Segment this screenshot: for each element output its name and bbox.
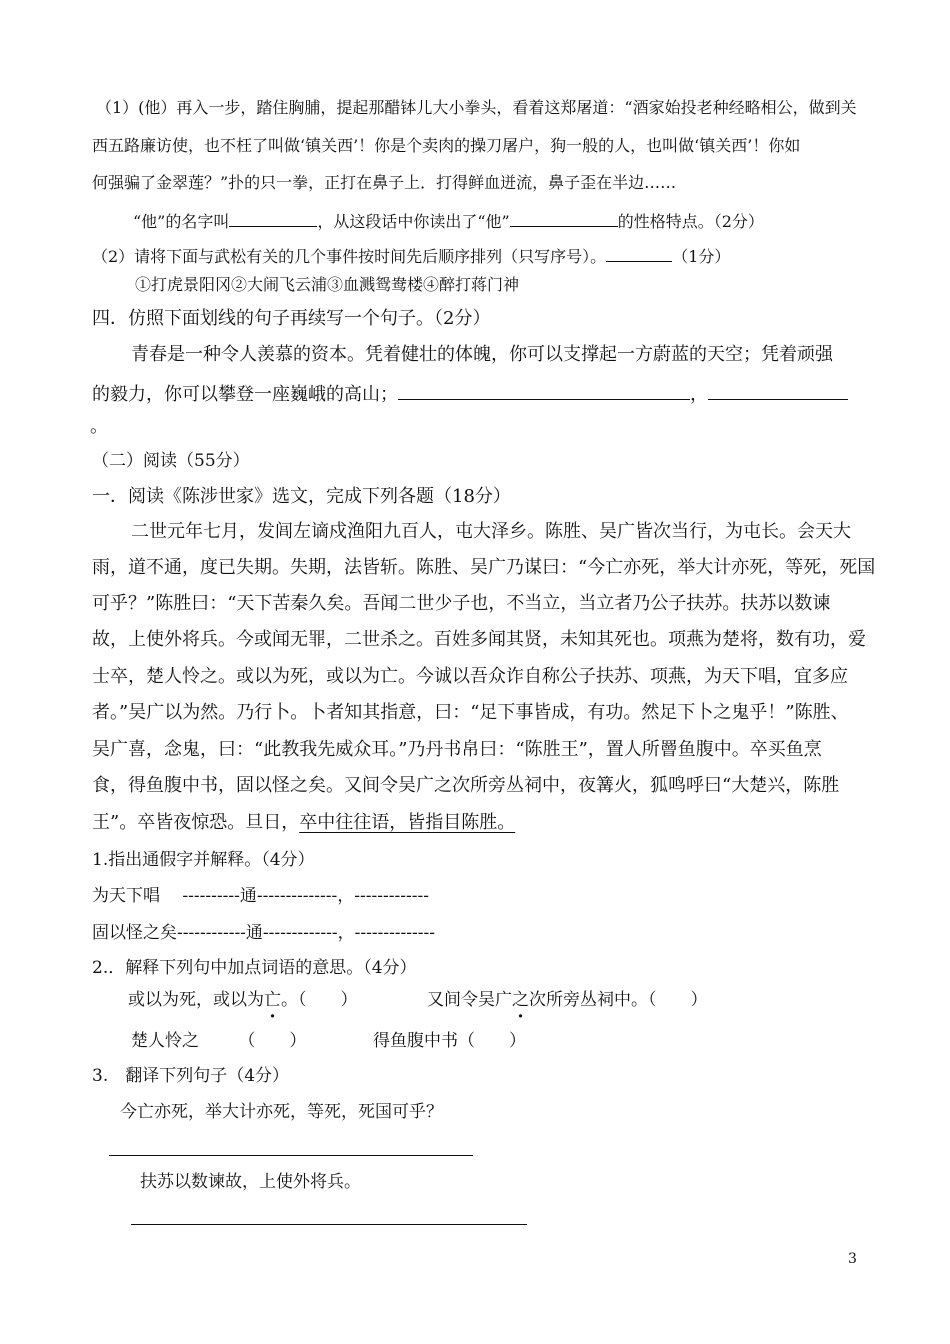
comma: ， [690, 384, 708, 405]
question-2-item-a [128, 992, 358, 1009]
imitate-line-2-text: 的毅力，你可以攀登一座巍峨的高山； [92, 384, 398, 405]
question-score: （1分） [672, 247, 731, 266]
item-text: 又间令吴广 [427, 990, 512, 1010]
question-name-character [133, 210, 764, 230]
answer-blank-imitate-2[interactable] [708, 383, 848, 400]
passage-line-5: 士卒，楚人怜之。或以为死，或以为亡。今诚以吾众诈自称公子扶苏、项燕，为天下唱，宜多应 [92, 666, 848, 687]
question-3-sentence-2: 扶苏以数谏故，上使外将兵。 [140, 1172, 361, 1192]
question-text: 的性格特点。（2分） [617, 212, 764, 231]
imitate-period: 。 [90, 416, 108, 437]
question-text: “他”的名字叫 [133, 212, 230, 231]
novel-paragraph-line-1: （1）(他）再入一步，踏住胸脯，提起那醋钵儿大小拳头，看着这郑屠道：“酒家始投老种经略相公，做到关 [96, 98, 857, 117]
question-2-item-d: 得鱼腹中书（ ） [373, 1031, 526, 1051]
item-text: 。（ ） [281, 990, 358, 1010]
item-text: 或以为死，或以为 [128, 990, 264, 1010]
question-3-heading: 3. 翻译下列句子（4分） [92, 1066, 290, 1086]
underlined-sentence: 卒中往往语，皆指目陈胜。 [299, 812, 516, 833]
answer-line-1[interactable] [109, 1155, 473, 1156]
question-1-row-1: 为天下唱 ----------通--------------，------------- [92, 886, 429, 906]
answer-blank-order[interactable] [606, 245, 672, 262]
question-text: （2）请将下面与武松有关的几个事件按时间先后顺序排列（只写序号）。 [92, 247, 607, 266]
question-3-sentence-1: 今亡亦死，举大计亦死，等死，死国可乎？ [120, 1102, 443, 1122]
imitate-line-1: 青春是一种令人羡慕的资本。凭着健壮的体魄，你可以支撑起一方蔚蓝的天空；凭着顽强 [131, 344, 833, 365]
question-1-heading: 1.指出通假字并解释。（4分） [92, 850, 315, 870]
question-2-heading: 2.．解释下列句中加点词语的意思。（4分） [92, 958, 417, 978]
passage-line-8: 食，得鱼腹中书，固以怪之矣。又间令吴广之次所旁丛祠中，夜篝火，狐鸣呼曰“大楚兴，陈胜 [92, 775, 840, 796]
events-list: ①打虎景阳冈②大闹飞云浦③血溅鸳鸯楼④醉打蒋门神 [135, 275, 520, 294]
reading-section-title: （二）阅读（55分） [92, 451, 250, 471]
novel-paragraph-line-3: 何强骗了金翠莲？”扑的只一拳，正打在鼻子上．打得鲜血迸流，鼻子歪在半边…… [92, 173, 677, 192]
answer-blank-name[interactable] [229, 210, 317, 227]
passage-line-9 [92, 814, 515, 832]
dotted-word: 之 [512, 990, 529, 1010]
passage-line-4: 故，上使外将兵。今或闻无罪，二世杀之。百姓多闻其贤，未知其死也。项燕为楚将，数有功，爱 [92, 629, 866, 650]
dotted-word: 亡 [264, 990, 281, 1010]
question-2-item-c: 楚人怜之 （ ） [131, 1031, 307, 1051]
reading-heading: 一．阅读《陈涉世家》选文，完成下列各题（18分） [92, 486, 511, 507]
page-number: 3 [848, 1251, 857, 1267]
passage-line-9-text: 王”。卒皆夜惊恐。旦日， [92, 812, 300, 833]
question-text: ，从这段话中你读出了“他” [317, 212, 510, 231]
passage-line-2: 雨，道不通，度已失期。失期，法皆斩。陈胜、吴广乃谋曰：“今亡亦死，举大计亦死，等死，死国 [92, 557, 876, 578]
passage-line-1: 二世元年七月，发闾左谪戍渔阳九百人，屯大泽乡。陈胜、吴广皆次当行，为屯长。会天大 [131, 521, 851, 542]
question-2-item-b [427, 992, 708, 1009]
answer-line-2[interactable] [131, 1224, 527, 1225]
passage-line-6: 者。”吴广以为然。乃行卜。卜者知其指意，曰：“足下事皆成，有功。然足下卜之鬼乎！”陈胜、 [92, 702, 849, 723]
novel-paragraph-line-2: 西五路廉访使，也不枉了叫做‘镇关西’！你是个卖肉的操刀屠户，狗一般的人，也叫做‘镇关西’！你如 [92, 136, 801, 155]
answer-blank-imitate-1[interactable] [398, 383, 690, 400]
passage-line-7: 吴广喜，念鬼，曰：“此教我先威众耳。”乃丹书帛曰：“陈胜王”，置人所罾鱼腹中。卒买鱼烹 [92, 739, 822, 760]
passage-line-3: 可乎？”陈胜曰：“天下苦秦久矣。吾闻二世少子也，不当立，当立者乃公子扶苏。扶苏以数谏 [92, 593, 831, 614]
question-1-row-2: 固以怪之矣------------通-------------，-------------- [92, 923, 436, 943]
imitate-heading: 四．仿照下面划线的句子再续写一个句子。（2分） [92, 308, 491, 329]
item-text: 次所旁丛祠中。（ ） [529, 990, 708, 1010]
imitate-line-2 [92, 383, 848, 404]
question-order-events [92, 245, 730, 265]
answer-blank-trait[interactable] [510, 210, 618, 227]
